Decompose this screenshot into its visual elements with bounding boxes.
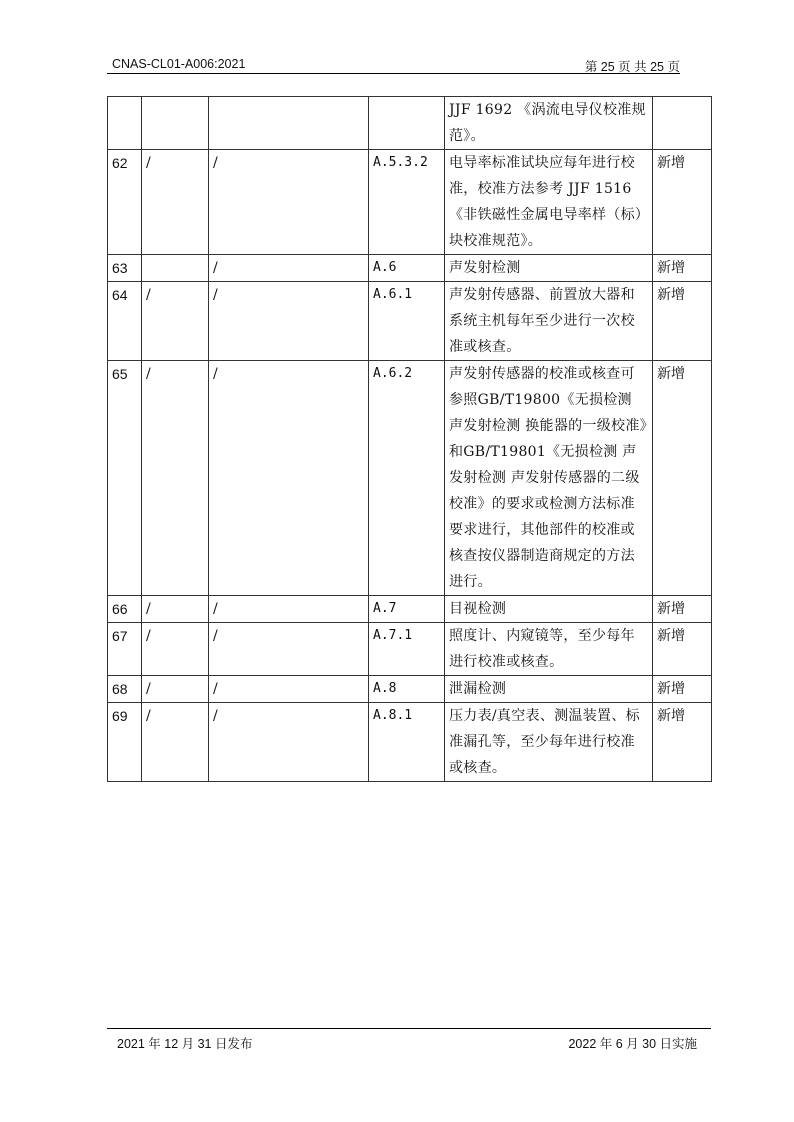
table-row bbox=[108, 150, 712, 255]
publish-date: 2021 年 12 月 31 日发布 bbox=[117, 1037, 253, 1051]
requirement-text: JJF 1692 《涡流电导仪校准规范》。 bbox=[445, 97, 653, 150]
cell-column-2: / bbox=[142, 150, 209, 255]
table-row bbox=[108, 676, 712, 703]
cell-column-3: / bbox=[209, 703, 369, 782]
cell-column-3: / bbox=[209, 282, 369, 361]
row-number: 65 bbox=[108, 361, 142, 596]
requirement-text: 泄漏检测 bbox=[445, 676, 653, 703]
clause-number bbox=[369, 97, 445, 150]
requirement-text: 电导率标准试块应每年进行校准，校准方法参考 JJF 1516 《非铁磁性金属电导率样（标）块校准规范》。 bbox=[445, 150, 653, 255]
footer-rule bbox=[107, 1028, 711, 1029]
change-note: 新增 bbox=[653, 282, 712, 361]
clause-number: A.8 bbox=[369, 676, 445, 703]
row-number: 63 bbox=[108, 255, 142, 282]
cell-column-3: / bbox=[209, 255, 369, 282]
cell-column-3: / bbox=[209, 596, 369, 623]
document-id: CNAS-CL01-A006:2021 bbox=[112, 57, 246, 71]
effective-date: 2022 年 6 月 30 日实施 bbox=[568, 1037, 697, 1051]
cell-column-2 bbox=[142, 255, 209, 282]
requirement-text: 目视检测 bbox=[445, 596, 653, 623]
cell-column-2: / bbox=[142, 623, 209, 676]
row-number: 68 bbox=[108, 676, 142, 703]
requirement-text: 声发射传感器的校准或核查可参照GB/T19800《无损检测 声发射检测 换能器的一级校准》和GB/T19801《无损检测 声发射检测 声发射传感器的二级校准》的要求或检测方法标准要求进行，其他部件的校准或核查按仪器制造商规定的方法进行。 bbox=[445, 361, 653, 596]
change-note: 新增 bbox=[653, 596, 712, 623]
requirement-text: 照度计、内窥镜等，至少每年进行校准或核查。 bbox=[445, 623, 653, 676]
requirement-text: 声发射检测 bbox=[445, 255, 653, 282]
table-body bbox=[108, 97, 712, 782]
requirements-table bbox=[107, 96, 712, 782]
page-number: 第 25 页 共 25 页 bbox=[584, 60, 680, 74]
table-row bbox=[108, 596, 712, 623]
clause-number: A.6 bbox=[369, 255, 445, 282]
row-number: 69 bbox=[108, 703, 142, 782]
cell-column-3: / bbox=[209, 361, 369, 596]
row-number: 64 bbox=[108, 282, 142, 361]
page-header bbox=[107, 55, 680, 75]
cell-column-3: / bbox=[209, 623, 369, 676]
table-row bbox=[108, 282, 712, 361]
table-row bbox=[108, 255, 712, 282]
clause-number: A.6.1 bbox=[369, 282, 445, 361]
cell-column-3: / bbox=[209, 676, 369, 703]
table-row bbox=[108, 703, 712, 782]
clause-number: A.7.1 bbox=[369, 623, 445, 676]
row-number: 66 bbox=[108, 596, 142, 623]
clause-number: A.5.3.2 bbox=[369, 150, 445, 255]
change-note: 新增 bbox=[653, 703, 712, 782]
header-rule bbox=[107, 73, 680, 74]
table-row bbox=[108, 623, 712, 676]
requirement-text: 声发射传感器、前置放大器和系统主机每年至少进行一次校准或核查。 bbox=[445, 282, 653, 361]
clause-number: A.6.2 bbox=[369, 361, 445, 596]
change-note: 新增 bbox=[653, 255, 712, 282]
cell-column-3: / bbox=[209, 150, 369, 255]
cell-column-2: / bbox=[142, 282, 209, 361]
cell-column-2: / bbox=[142, 703, 209, 782]
cell-column-2 bbox=[142, 97, 209, 150]
requirement-text: 压力表/真空表、测温装置、标准漏孔等，至少每年进行校准或核查。 bbox=[445, 703, 653, 782]
change-note: 新增 bbox=[653, 361, 712, 596]
table-row bbox=[108, 97, 712, 150]
clause-number: A.8.1 bbox=[369, 703, 445, 782]
cell-column-2: / bbox=[142, 361, 209, 596]
table-row bbox=[108, 361, 712, 596]
row-number: 67 bbox=[108, 623, 142, 676]
row-number bbox=[108, 97, 142, 150]
clause-number: A.7 bbox=[369, 596, 445, 623]
change-note: 新增 bbox=[653, 676, 712, 703]
change-note: 新增 bbox=[653, 150, 712, 255]
page-footer bbox=[107, 1033, 697, 1053]
cell-column-3 bbox=[209, 97, 369, 150]
change-note: 新增 bbox=[653, 623, 712, 676]
row-number: 62 bbox=[108, 150, 142, 255]
cell-column-2: / bbox=[142, 596, 209, 623]
change-note bbox=[653, 97, 712, 150]
cell-column-2: / bbox=[142, 676, 209, 703]
